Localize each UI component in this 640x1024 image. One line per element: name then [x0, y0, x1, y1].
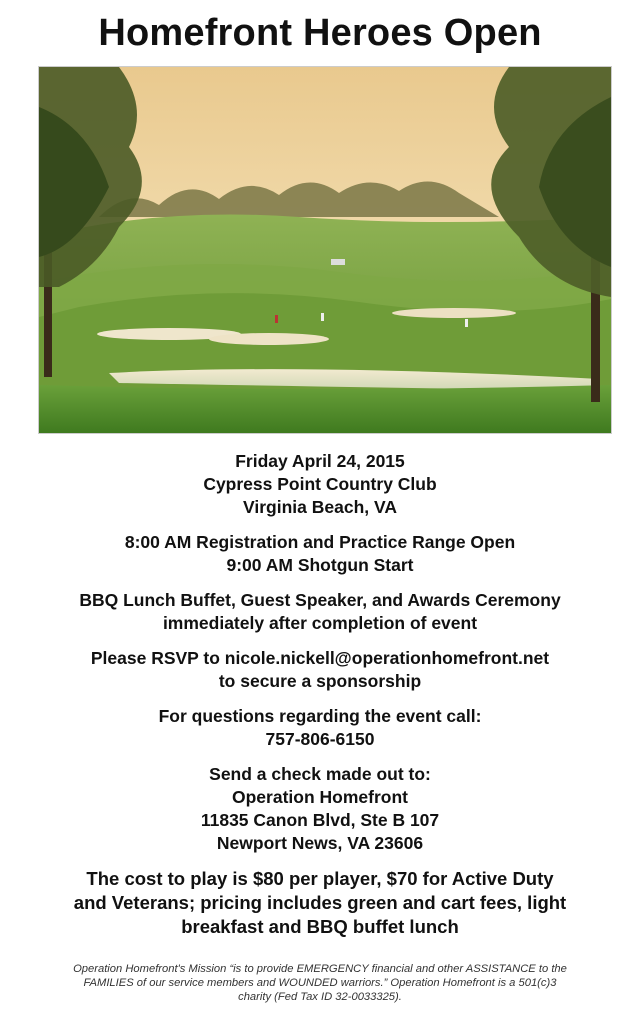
lunch-line: BBQ Lunch Buffet, Guest Speaker, and Awards Ceremony [79, 590, 561, 610]
event-lunch [0, 589, 640, 635]
check-city: Newport News, VA 23606 [216, 833, 424, 853]
event-date: Friday April 24, 2015 [235, 451, 405, 471]
event-info [0, 450, 640, 519]
check-heading: Send a check made out to: [209, 764, 431, 784]
questions-info [0, 705, 640, 751]
check-street: 11835 Canon Blvd, Ste B 107 [200, 810, 440, 830]
mission-line-3: charity (Fed Tax ID 32-0033325). [238, 991, 402, 1003]
cost-line-1: The cost to play is $80 per player, $70 for Active Duty [86, 868, 554, 889]
mission-statement [24, 962, 616, 1004]
event-venue: Cypress Point Country Club [203, 474, 437, 494]
check-payee: Operation Homefront [232, 787, 408, 807]
questions-phone: 757-806-6150 [265, 729, 375, 749]
cost-line-3: breakfast and BBQ buffet lunch [181, 916, 459, 937]
lunch-timing: immediately after completion of event [162, 613, 478, 633]
schedule-registration: 8:00 AM Registration and Practice Range Open [124, 532, 516, 552]
page-title: Homefront Heroes Open [98, 12, 542, 54]
event-schedule [0, 531, 640, 577]
questions-line: For questions regarding the event call: [158, 706, 482, 726]
golf-course-photo [38, 66, 612, 434]
event-details [0, 450, 640, 951]
mission-line-2: FAMILIES of our service members and WOUNDED warriors.” Operation Homefront is a 501(c)3 [83, 977, 557, 989]
mission-line-1: Operation Homefront's Mission “is to provide EMERGENCY financial and other ASSISTANCE to the [73, 963, 567, 975]
check-address [0, 763, 640, 855]
schedule-shotgun-start: 9:00 AM Shotgun Start [226, 555, 414, 575]
cost-line-2: and Veterans; pricing includes green and cart fees, light [73, 892, 567, 913]
rsvp-sponsorship: to secure a sponsorship [218, 671, 422, 691]
cost-info [0, 867, 640, 939]
rsvp-info [0, 647, 640, 693]
rsvp-email-line: Please RSVP to nicole.nickell@operationhomefront.net [90, 648, 550, 668]
event-city: Virginia Beach, VA [243, 497, 397, 517]
